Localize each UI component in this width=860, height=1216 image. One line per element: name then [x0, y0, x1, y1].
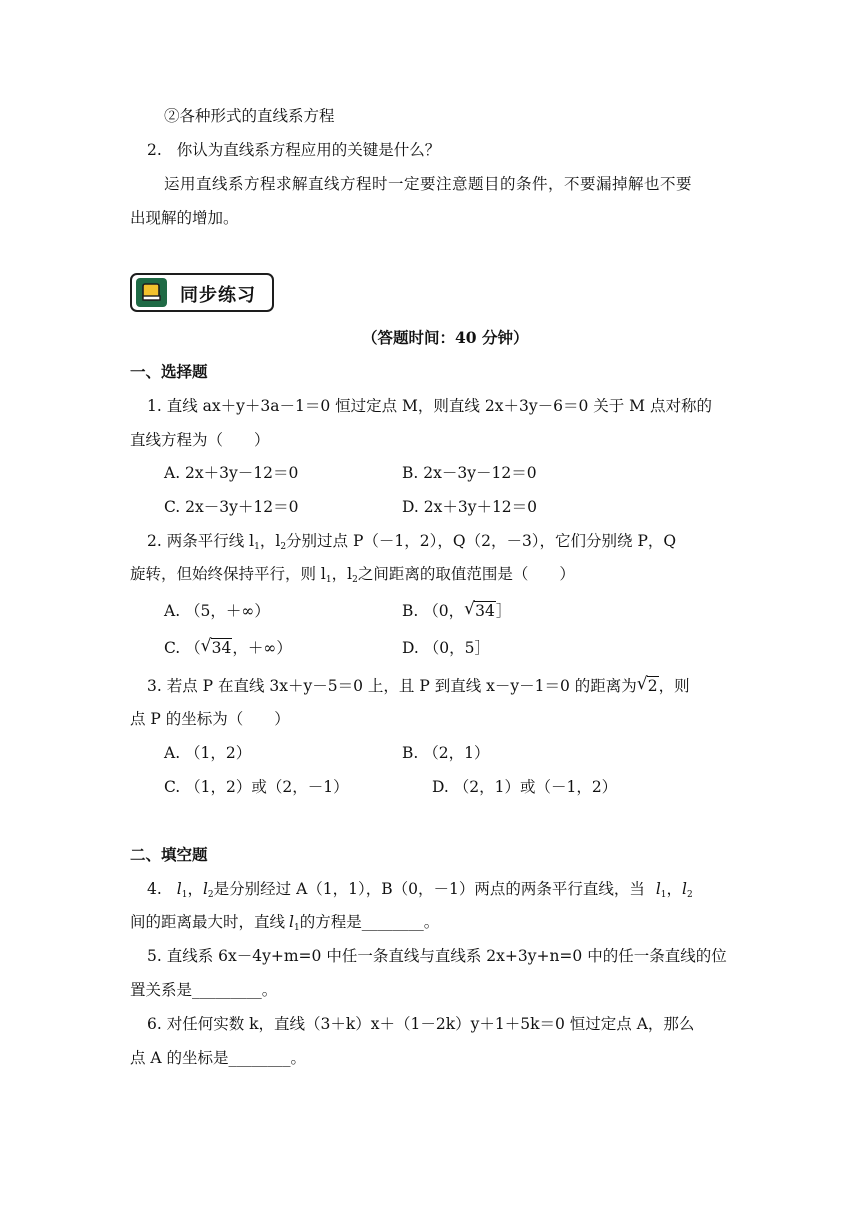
q1-option-b: B. 2x－3y－12＝0 [402, 464, 537, 482]
q2-line-2 [130, 564, 575, 590]
q2-text-part: ，l [259, 532, 281, 550]
q1-option-c: C. 2x－3y＋12＝0 [164, 498, 299, 516]
q3-text-part: ，则 [658, 677, 690, 695]
q1-line-1: 1. 直线 ax＋y＋3a－1＝0 恒过定点 M，则直线 2x＋3y－6＝0 关于 M 点对称的 [147, 397, 712, 415]
q2-text-part: 旋转，但始终保持平行，则 l [130, 565, 326, 583]
q1-option-d: D. 2x＋3y＋12＝0 [402, 498, 538, 516]
q3-option-b: B. （2，1） [402, 744, 490, 762]
q2-text-part: 分别过点 P（－1，2），Q（2，－3），它们分别绕 P，Q [286, 532, 677, 550]
line-symbol: l [289, 913, 294, 931]
q2-option-d: D. （0，5］ [402, 639, 490, 657]
q2-option-c [164, 638, 292, 658]
subscript: 1 [293, 923, 300, 933]
subscript: 1 [181, 890, 188, 900]
option-text: ］ [495, 602, 512, 620]
option-text: ，＋∞） [232, 639, 292, 657]
radicand: 2 [647, 677, 658, 695]
line-symbol: l [202, 880, 208, 898]
q2-text-part: 2. 两条平行线 l [147, 532, 255, 550]
q3-option-a: A. （1，2） [164, 744, 252, 762]
subscript: 2 [280, 542, 287, 552]
answer-line-2: 出现解的增加。 [130, 209, 239, 227]
q5-line-1: 5. 直线系 6x－4y+m=0 中任一条直线与直线系 2x+3y+n=0 中的任一条直线的位 [147, 947, 727, 965]
q4-text-part: 的方程是________。 [299, 913, 440, 931]
list-item-2: ②各种形式的直线系方程 [164, 107, 335, 125]
radical-sign: √ [200, 636, 212, 656]
q3-line-1 [147, 676, 690, 696]
subscript: 2 [352, 575, 358, 585]
q1-option-a: A. 2x＋3y－12＝0 [164, 464, 299, 482]
option-text: B. （0， [402, 602, 465, 620]
option-text: C. （ [164, 639, 201, 657]
q2-line-1 [147, 531, 676, 557]
q4-line-1 [147, 879, 693, 905]
sqrt-34 [464, 601, 496, 621]
line-symbol: l [682, 880, 687, 898]
section-badge [130, 273, 274, 312]
line-symbol: l [655, 880, 661, 898]
q3-option-d: D. （2，1）或（－1，2） [432, 778, 618, 796]
book-icon [136, 278, 167, 307]
separator: ， [187, 880, 203, 898]
line-symbol: l [176, 880, 182, 898]
q1-line-2: 直线方程为（ ） [130, 431, 270, 449]
sqrt-34 [201, 638, 233, 658]
question-number: 2. [147, 141, 162, 159]
q2-text-part: ，l [331, 565, 353, 583]
time-note: （答题时间：40 分钟） [362, 328, 529, 347]
question-text: 你认为直线系方程应用的关键是什么？ [176, 141, 441, 159]
subscript: 1 [325, 575, 332, 585]
q4-line-2 [130, 912, 439, 938]
q5-line-2: 置关系是_________。 [130, 981, 278, 999]
separator: ， [666, 880, 683, 898]
subscript: 2 [687, 890, 693, 900]
badge-label: 同步练习 [180, 285, 256, 306]
radicand: 34 [211, 639, 232, 657]
q4-text-part: 是分别经过 A（1，1），B（0，－1）两点的两条平行直线，当 [213, 880, 645, 898]
q2-option-b [402, 601, 511, 621]
q2-option-a: A. （5，＋∞） [164, 602, 270, 620]
q3-option-c: C. （1，2）或（2，－1） [164, 778, 349, 796]
section-title-choice: 一、选择题 [130, 362, 208, 381]
subscript: 1 [254, 542, 260, 552]
question-2-heading [147, 140, 440, 160]
q3-line-2: 点 P 的坐标为（ ） [130, 710, 290, 728]
answer-line-1: 运用直线系方程求解直线方程时一定要注意题目的条件，不要漏掉解也不要 [164, 175, 693, 193]
section-title-fill: 二、填空题 [130, 845, 208, 864]
question-number: 4. [147, 880, 162, 898]
radical-sign: √ [464, 599, 475, 619]
subscript: 1 [660, 890, 667, 900]
radical-sign: √ [636, 674, 648, 694]
q6-line-2: 点 A 的坐标是________。 [130, 1049, 307, 1067]
q6-line-1: 6. 对任何实数 k，直线（3＋k）x＋（1－2k）y＋1＋5k＝0 恒过定点 A，那么 [147, 1015, 695, 1033]
sqrt-2 [637, 676, 659, 696]
radicand: 34 [475, 602, 495, 620]
subscript: 2 [207, 890, 214, 900]
q3-text-part: 3. 若点 P 在直线 3x＋y－5＝0 上，且 P 到直线 x－y－1＝0 的距离为 [147, 677, 637, 695]
q4-text-part: 间的距离最大时，直线 [130, 913, 286, 931]
q2-text-part: 之间距离的取值范围是（ ） [357, 565, 575, 583]
